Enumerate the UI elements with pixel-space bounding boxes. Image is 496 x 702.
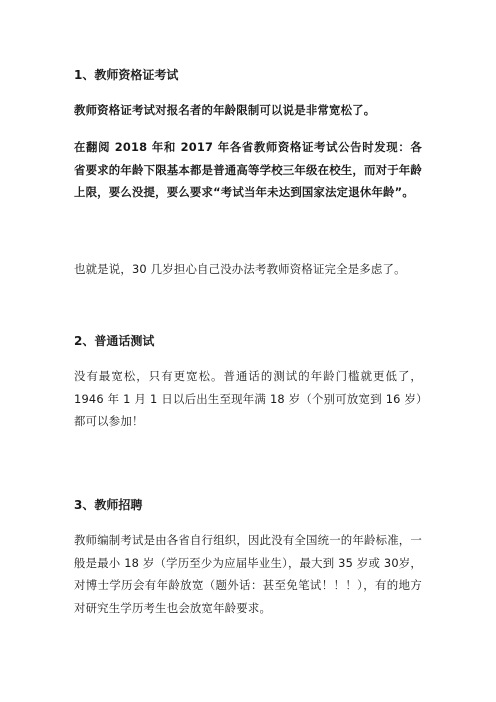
section-2-paragraph-1: 没有最宽松，只有更宽松。普通话的测试的年龄门槛就更低了，1946 年 1 月 1 日以后出生至现年满 18 岁（个别可放宽到 16 岁）都可以参加！ bbox=[74, 369, 422, 428]
section-1-heading: 1、教师资格证考试 bbox=[74, 68, 179, 82]
section-1-paragraph-1: 教师资格证考试对报名者的年龄限制可以说是非常宽松了。 bbox=[74, 103, 376, 117]
section-3-paragraph-1: 教师编制考试是由各省自行组织，因此没有全国统一的年龄标准，一般是最小 18 岁（学历至少为应届毕业生），最大到 35 岁或 30岁，对博士学历会有年龄放宽（题外话：甚至免笔试！！！），有的地方对研究生学历考生也会放宽年龄要求。 bbox=[74, 533, 422, 615]
section-1-paragraph-3: 也就是说，30 几岁担心自己没办法考教师资格证完全是多虑了。 bbox=[74, 262, 406, 276]
section-3-heading: 3、教师招聘 bbox=[74, 498, 143, 512]
section-2-heading: 2、普通话测试 bbox=[74, 334, 155, 348]
section-1-paragraph-2: 在翻阅 2018 年和 2017 年各省教师资格证考试公告时发现：各省要求的年龄下限基本都是普通高等学校三年级在校生，而对于年龄上限，要么没提，要么要求“考试当年未达到国家法定退休年龄”。 bbox=[74, 140, 422, 199]
